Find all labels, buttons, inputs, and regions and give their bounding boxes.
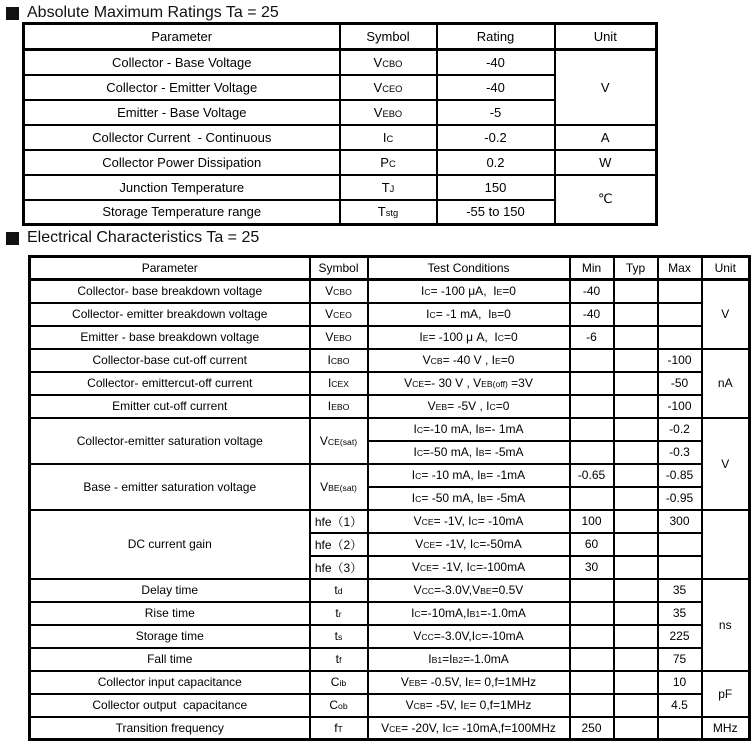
max-cell: 35 <box>658 602 702 625</box>
min-cell <box>570 395 614 418</box>
typ-cell <box>614 579 658 602</box>
rating-cell: 150 <box>437 175 555 200</box>
min-cell: -0.65 <box>570 464 614 487</box>
symbol-cell: VCBO <box>340 50 437 75</box>
table-row <box>30 625 750 648</box>
condition-cell: VCE= -1V, IC= -10mA <box>368 510 570 533</box>
parameter-cell: Collector- base breakdown voltage <box>30 280 310 303</box>
rating-cell: -55 to 150 <box>437 200 555 225</box>
typ-cell <box>614 441 658 464</box>
min-cell <box>570 671 614 694</box>
condition-cell: VCE= -1V, IC=-50mA <box>368 533 570 556</box>
typ-cell <box>614 418 658 441</box>
table-row <box>24 50 657 75</box>
typ-cell <box>614 717 658 740</box>
rating-cell: -40 <box>437 50 555 75</box>
symbol-cell: VCEO <box>340 75 437 100</box>
table-row <box>30 395 750 418</box>
table-row <box>30 717 750 740</box>
symbol-cell: hfe（3） <box>310 556 368 579</box>
max-cell: 225 <box>658 625 702 648</box>
condition-cell: VCC=-3.0V,VBE=0.5V <box>368 579 570 602</box>
min-cell <box>570 372 614 395</box>
unit-cell: V <box>702 280 750 349</box>
table-row <box>30 464 750 487</box>
table-row <box>30 602 750 625</box>
typ-cell <box>614 533 658 556</box>
max-cell: 10 <box>658 671 702 694</box>
parameter-cell: Base - emitter saturation voltage <box>30 464 310 510</box>
min-cell: 30 <box>570 556 614 579</box>
parameter-cell: Delay time <box>30 579 310 602</box>
parameter-cell: Collector-emitter saturation voltage <box>30 418 310 464</box>
symbol-cell: ICBO <box>310 349 368 372</box>
table-row <box>30 326 750 349</box>
condition-cell: VCB= -5V, IE= 0,f=1MHz <box>368 694 570 717</box>
typ-cell <box>614 671 658 694</box>
unit-cell: ns <box>702 579 750 671</box>
symbol-cell: VEBO <box>340 100 437 125</box>
condition-cell: IC= -10 mA, IB= -1mA <box>368 464 570 487</box>
min-cell <box>570 694 614 717</box>
min-cell: -40 <box>570 280 614 303</box>
table-row <box>30 510 750 533</box>
condition-cell: IC= -100 μA, IE=0 <box>368 280 570 303</box>
parameter-cell: Collector - Base Voltage <box>24 50 340 75</box>
symbol-cell: tr <box>310 602 368 625</box>
parameter-cell: Collector- emittercut-off current <box>30 372 310 395</box>
max-cell: -0.95 <box>658 487 702 510</box>
max-cell: -100 <box>658 349 702 372</box>
parameter-cell: Collector Current - Continuous <box>24 125 340 150</box>
unit-cell <box>702 510 750 579</box>
min-cell: 60 <box>570 533 614 556</box>
symbol-cell: IEBO <box>310 395 368 418</box>
max-cell <box>658 533 702 556</box>
table-row <box>30 579 750 602</box>
table-row <box>30 694 750 717</box>
table-row <box>24 125 657 150</box>
min-cell <box>570 648 614 671</box>
symbol-cell: Tstg <box>340 200 437 225</box>
condition-cell: IC= -1 mA, IB=0 <box>368 303 570 326</box>
parameter-cell: Transition frequency <box>30 717 310 740</box>
typ-cell <box>614 326 658 349</box>
typ-cell <box>614 602 658 625</box>
elec-char-title: Electrical Characteristics Ta = 25 <box>27 229 260 246</box>
unit-cell: V <box>702 418 750 510</box>
rating-cell: -5 <box>437 100 555 125</box>
min-cell <box>570 602 614 625</box>
max-cell: 75 <box>658 648 702 671</box>
parameter-cell: Storage time <box>30 625 310 648</box>
condition-cell: VEB= -5V , IC=0 <box>368 395 570 418</box>
condition-cell: IC= -50 mA, IB= -5mA <box>368 487 570 510</box>
unit-cell: W <box>555 150 657 175</box>
parameter-cell: Storage Temperature range <box>24 200 340 225</box>
condition-cell: VCB= -40 V , IE=0 <box>368 349 570 372</box>
symbol-cell: VCBO <box>310 280 368 303</box>
symbol-cell: tf <box>310 648 368 671</box>
min-cell: 250 <box>570 717 614 740</box>
symbol-cell: VCEO <box>310 303 368 326</box>
max-cell <box>658 556 702 579</box>
rating-cell: -0.2 <box>437 125 555 150</box>
table-row <box>24 175 657 200</box>
table-header-row <box>24 24 657 50</box>
symbol-cell: ICEX <box>310 372 368 395</box>
min-cell <box>570 349 614 372</box>
t2-col-symbol: Symbol <box>310 257 368 280</box>
t2-col-unit: Unit <box>702 257 750 280</box>
max-cell: -0.85 <box>658 464 702 487</box>
symbol-cell: hfe（2） <box>310 533 368 556</box>
table-row <box>30 349 750 372</box>
t2-col-typ: Typ <box>614 257 658 280</box>
max-cell: -0.3 <box>658 441 702 464</box>
unit-cell: nA <box>702 349 750 418</box>
condition-cell: IC=-50 mA, IB= -5mA <box>368 441 570 464</box>
table-row <box>24 150 657 175</box>
typ-cell <box>614 510 658 533</box>
abs-max-heading <box>6 4 279 22</box>
condition-cell: VCE=- 30 V , VEB(off) =3V <box>368 372 570 395</box>
section-bullet-icon <box>6 232 19 245</box>
symbol-cell: VCE(sat) <box>310 418 368 464</box>
min-cell: -40 <box>570 303 614 326</box>
min-cell: 100 <box>570 510 614 533</box>
symbol-cell: hfe（1） <box>310 510 368 533</box>
max-cell <box>658 717 702 740</box>
symbol-cell: td <box>310 579 368 602</box>
table-row <box>30 372 750 395</box>
max-cell: 35 <box>658 579 702 602</box>
unit-cell: pF <box>702 671 750 717</box>
min-cell <box>570 418 614 441</box>
parameter-cell: Fall time <box>30 648 310 671</box>
min-cell <box>570 487 614 510</box>
max-cell: -100 <box>658 395 702 418</box>
condition-cell: IE= -100 μ A, IC=0 <box>368 326 570 349</box>
t2-col-max: Max <box>658 257 702 280</box>
t2-col-parameter: Parameter <box>30 257 310 280</box>
typ-cell <box>614 625 658 648</box>
max-cell <box>658 326 702 349</box>
typ-cell <box>614 487 658 510</box>
table-row <box>30 303 750 326</box>
table-header-row <box>30 257 750 280</box>
unit-cell: V <box>555 50 657 125</box>
typ-cell <box>614 464 658 487</box>
elec-char-table <box>28 255 751 741</box>
max-cell <box>658 303 702 326</box>
symbol-cell: TJ <box>340 175 437 200</box>
min-cell <box>570 441 614 464</box>
table-row <box>30 648 750 671</box>
parameter-cell: Collector Power Dissipation <box>24 150 340 175</box>
t1-col-unit: Unit <box>555 24 657 50</box>
rating-cell: 0.2 <box>437 150 555 175</box>
parameter-cell: Emitter - Base Voltage <box>24 100 340 125</box>
parameter-cell: Collector- emitter breakdown voltage <box>30 303 310 326</box>
unit-cell: A <box>555 125 657 150</box>
abs-max-table <box>22 22 658 226</box>
symbol-cell: Cib <box>310 671 368 694</box>
typ-cell <box>614 694 658 717</box>
symbol-cell: PC <box>340 150 437 175</box>
unit-cell: ℃ <box>555 175 657 225</box>
table-row <box>30 418 750 441</box>
max-cell: -50 <box>658 372 702 395</box>
typ-cell <box>614 303 658 326</box>
condition-cell: IC=-10 mA, IB=- 1mA <box>368 418 570 441</box>
typ-cell <box>614 280 658 303</box>
condition-cell: IC=-10mA,IB1=-1.0mA <box>368 602 570 625</box>
max-cell: 300 <box>658 510 702 533</box>
symbol-cell: fT <box>310 717 368 740</box>
section-bullet-icon <box>6 7 19 20</box>
parameter-cell: Collector output capacitance <box>30 694 310 717</box>
min-cell <box>570 579 614 602</box>
typ-cell <box>614 349 658 372</box>
t1-col-rating: Rating <box>437 24 555 50</box>
t1-col-parameter: Parameter <box>24 24 340 50</box>
symbol-cell: Cob <box>310 694 368 717</box>
table-row <box>30 280 750 303</box>
max-cell: -0.2 <box>658 418 702 441</box>
parameter-cell: Rise time <box>30 602 310 625</box>
parameter-cell: Collector input capacitance <box>30 671 310 694</box>
max-cell: 4.5 <box>658 694 702 717</box>
symbol-cell: ts <box>310 625 368 648</box>
typ-cell <box>614 648 658 671</box>
abs-max-title: Absolute Maximum Ratings Ta = 25 <box>27 4 279 21</box>
parameter-cell: Emitter cut-off current <box>30 395 310 418</box>
t1-col-symbol: Symbol <box>340 24 437 50</box>
condition-cell: VCE= -1V, IC=-100mA <box>368 556 570 579</box>
unit-cell: MHz <box>702 717 750 740</box>
symbol-cell: VEBO <box>310 326 368 349</box>
condition-cell: IB1=IB2=-1.0mA <box>368 648 570 671</box>
parameter-cell: Junction Temperature <box>24 175 340 200</box>
typ-cell <box>614 395 658 418</box>
min-cell: -6 <box>570 326 614 349</box>
elec-char-heading <box>6 229 259 247</box>
rating-cell: -40 <box>437 75 555 100</box>
t2-col-conditions: Test Conditions <box>368 257 570 280</box>
parameter-cell: Collector - Emitter Voltage <box>24 75 340 100</box>
table-row <box>30 671 750 694</box>
parameter-cell: Collector-base cut-off current <box>30 349 310 372</box>
typ-cell <box>614 556 658 579</box>
symbol-cell: IC <box>340 125 437 150</box>
max-cell <box>658 280 702 303</box>
parameter-cell: DC current gain <box>30 510 310 579</box>
condition-cell: VCE= -20V, IC= -10mA,f=100MHz <box>368 717 570 740</box>
typ-cell <box>614 372 658 395</box>
condition-cell: VCC=-3.0V,IC=-10mA <box>368 625 570 648</box>
t2-col-min: Min <box>570 257 614 280</box>
symbol-cell: VBE(sat) <box>310 464 368 510</box>
min-cell <box>570 625 614 648</box>
condition-cell: VEB= -0.5V, IE= 0,f=1MHz <box>368 671 570 694</box>
parameter-cell: Emitter - base breakdown voltage <box>30 326 310 349</box>
